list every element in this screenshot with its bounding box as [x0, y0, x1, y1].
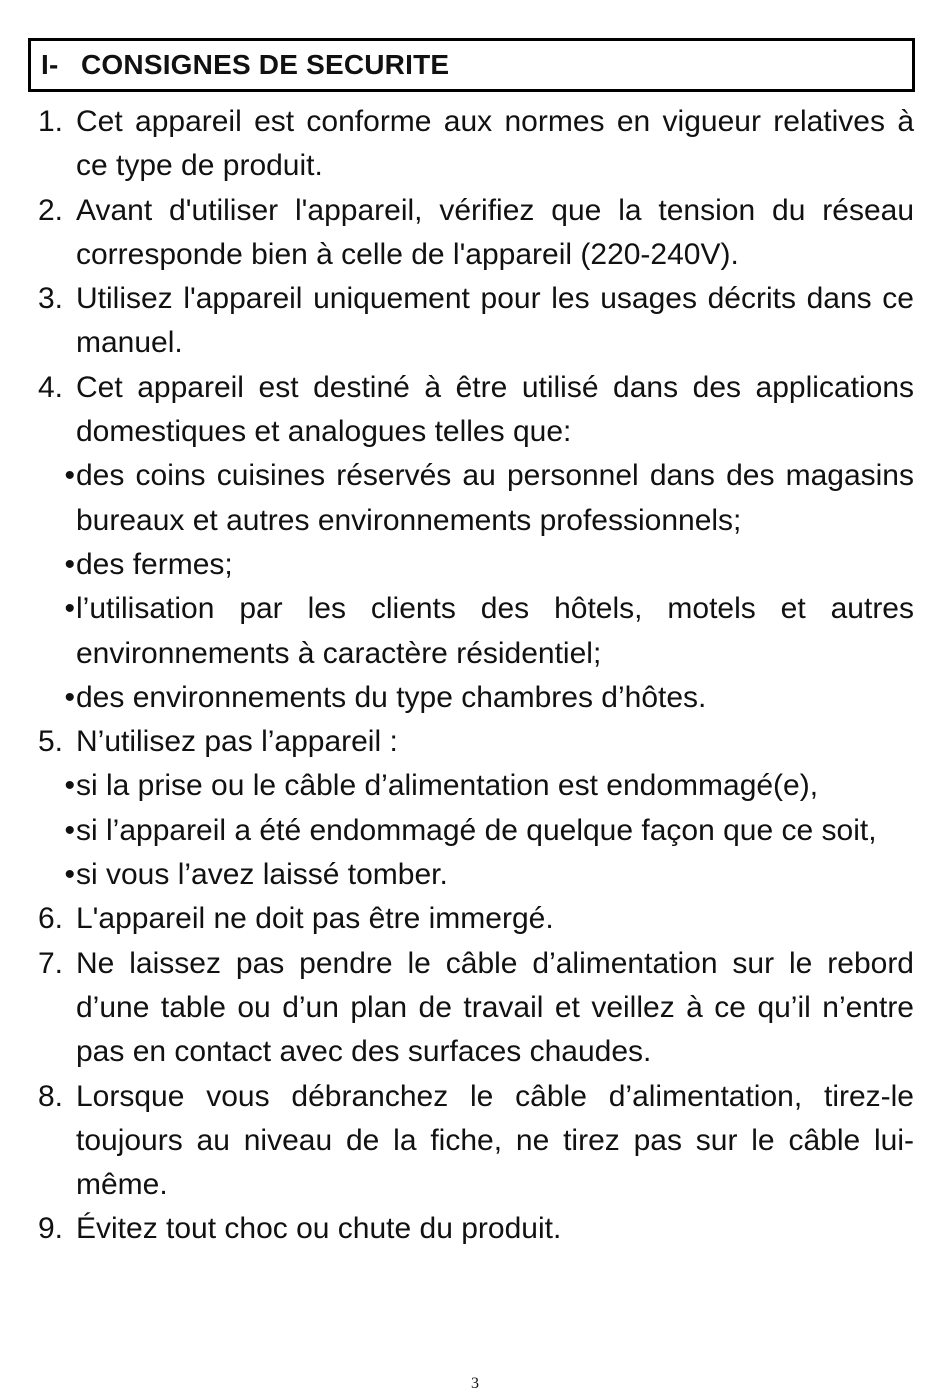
list-item-text: L'appareil ne doit pas être immergé. [76, 902, 554, 936]
list-number: 8. [38, 1079, 64, 1113]
list-item-9 [30, 1207, 914, 1251]
bullet-item [30, 853, 914, 897]
bullet-icon: • [64, 769, 75, 803]
list-number: 4. [38, 370, 64, 404]
instruction-list [30, 100, 914, 1252]
list-item-text: Ne laissez pas pendre le câble d’alimentation sur le rebord d’une table ou d’un plan de travail et veillez à ce qu’il n’entre pas en contact avec des surfaces chaudes. [76, 946, 914, 1069]
list-item-text: N’utilisez pas l’appareil : [76, 725, 398, 759]
bullet-item [30, 676, 914, 720]
bullet-item-text: des environnements du type chambres d’hôtes. [76, 680, 707, 714]
section-header [28, 38, 915, 92]
list-item-4 [30, 366, 914, 455]
list-number: 3. [38, 282, 64, 316]
section-number: I- [41, 49, 59, 80]
bullet-icon: • [64, 459, 75, 493]
bullet-item [30, 764, 914, 808]
list-item-text: Lorsque vous débranchez le câble d’alimentation, tirez-le toujours au niveau de la fiche, ne tirez pas sur le câble lui-même. [76, 1079, 914, 1202]
bullet-item-text: si la prise ou le câble d’alimentation est endommagé(e), [76, 769, 819, 803]
bullet-item-text: l’utilisation par les clients des hôtels, motels et autres environnements à caractère résidentiel; [76, 592, 914, 670]
bullet-icon: • [64, 547, 75, 581]
bullet-icon: • [64, 680, 75, 714]
list-item-6 [30, 897, 914, 941]
list-number: 6. [38, 902, 64, 936]
list-item-3 [30, 277, 914, 366]
list-item-2 [30, 189, 914, 278]
bullet-item [30, 809, 914, 853]
bullet-item [30, 587, 914, 676]
bullet-icon: • [64, 813, 75, 847]
list-item-8 [30, 1075, 914, 1208]
list-item-text: Évitez tout choc ou chute du produit. [76, 1212, 562, 1246]
bullet-icon: • [64, 592, 75, 626]
list-item-7 [30, 942, 914, 1075]
bullet-item [30, 454, 914, 543]
list-item-1 [30, 100, 914, 189]
page-number: 3 [471, 1375, 479, 1392]
list-item-text: Utilisez l'appareil uniquement pour les usages décrits dans ce manuel. [76, 282, 914, 360]
bullet-item-text: des fermes; [76, 547, 233, 581]
list-item-5 [30, 720, 914, 764]
list-item-text: Cet appareil est destiné à être utilisé dans des applications domestiques et analogues telles que: [76, 370, 914, 449]
list-item-text: Avant d'utiliser l'appareil, vérifiez que la tension du réseau corresponde bien à celle de l'appareil (220-240V). [76, 193, 914, 271]
section-title: CONSIGNES DE SECURITE [81, 49, 450, 80]
list-number: 9. [38, 1212, 64, 1246]
bullet-icon: • [64, 858, 75, 892]
bullet-item [30, 543, 914, 587]
bullet-item-text: des coins cuisines réservés au personnel dans des magasins bureaux et autres environnements professionnels; [76, 459, 914, 537]
bullet-item-text: si vous l’avez laissé tomber. [76, 858, 448, 892]
list-number: 5. [38, 725, 64, 759]
bullet-item-text: si l’appareil a été endommagé de quelque façon que ce soit, [76, 813, 877, 847]
list-number: 2. [38, 193, 64, 227]
list-number: 1. [38, 105, 64, 138]
list-item-text: Cet appareil est conforme aux normes en vigueur relatives à ce type de produit. [76, 105, 914, 183]
list-number: 7. [38, 946, 64, 980]
